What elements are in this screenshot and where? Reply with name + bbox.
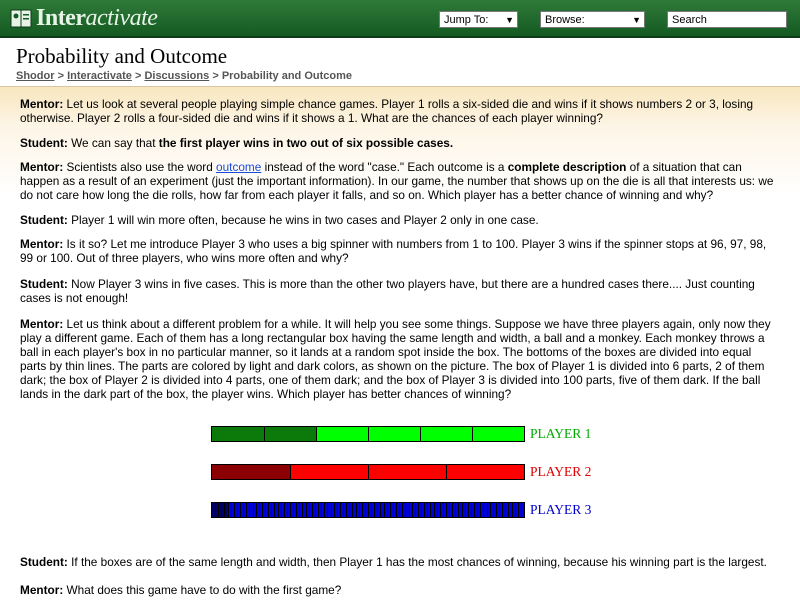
box-divider [268, 503, 269, 517]
dialog-entry: Student: Now Player 3 wins in five cases. This is more than the other two players have, but there are a hundred cases there.... Just counting cases is not enough! [20, 277, 755, 305]
box-divider [518, 503, 519, 517]
box-divider [418, 503, 419, 517]
dialog-entry: Mentor: Is it so? Let me introduce Player 3 who uses a big spinner with numbers from 1 to 100. Player 3 wins if the spinner stops at 96, 97, 98, 99 or 100. Out of three players, who wins more often and why? [20, 237, 767, 265]
box-divider [262, 503, 263, 517]
box-divider [365, 503, 366, 517]
logo[interactable] [10, 4, 157, 32]
breadcrumb: Shodor > Interactivate > Discussions > Probability and Outcome [16, 70, 352, 82]
box-divider [302, 503, 303, 517]
search-input[interactable]: Search [667, 11, 787, 28]
box-divider [271, 503, 272, 517]
player-1-label: PLAYER 1 [530, 426, 592, 441]
player-2-box [211, 464, 525, 480]
box-divider [468, 503, 469, 517]
box-divider [315, 503, 316, 517]
box-divider [393, 503, 394, 517]
box-divider [474, 503, 475, 517]
box-divider [368, 427, 369, 441]
dialog-entry: Student: We can say that the first player wins in two out of six possible cases. [20, 136, 454, 150]
box-divider [371, 503, 372, 517]
box-divider [449, 503, 450, 517]
box-divider [343, 503, 344, 517]
box-divider [515, 503, 516, 517]
box-divider [399, 503, 400, 517]
box-divider [221, 503, 222, 517]
box-divider [264, 427, 265, 441]
box-divider [458, 503, 459, 517]
box-divider [249, 503, 250, 517]
box-divider [253, 503, 254, 517]
dropdown-arrow-icon: ▼ [632, 15, 641, 25]
box-divider [352, 503, 353, 517]
box-divider [368, 465, 369, 479]
box-divider [362, 503, 363, 517]
box-divider [246, 503, 247, 517]
box-divider [265, 503, 266, 517]
box-divider [290, 503, 291, 517]
box-divider [412, 503, 413, 517]
logo-text: Interactivate [36, 4, 158, 31]
box-divider [356, 503, 357, 517]
box-divider [346, 503, 347, 517]
box-divider [443, 503, 444, 517]
box-divider [490, 503, 491, 517]
discussion-content [0, 86, 800, 607]
box-divider [472, 427, 473, 441]
box-divider [402, 503, 403, 517]
box-divider [359, 503, 360, 517]
jump-to-select[interactable]: Jump To: ▼ [439, 11, 518, 28]
box-divider [434, 503, 435, 517]
box-divider [427, 503, 428, 517]
box-divider [218, 503, 219, 517]
box-divider [281, 503, 282, 517]
box-divider [349, 503, 350, 517]
box-divider [231, 503, 232, 517]
box-divider [290, 465, 291, 479]
box-divider [284, 503, 285, 517]
browse-select[interactable]: Browse: ▼ [540, 11, 645, 28]
box-divider [296, 503, 297, 517]
box-divider [228, 503, 229, 517]
box-divider [293, 503, 294, 517]
box-divider [508, 503, 509, 517]
box-divider [493, 503, 494, 517]
box-divider [487, 503, 488, 517]
box-divider [452, 503, 453, 517]
box-divider [477, 503, 478, 517]
box-divider [440, 503, 441, 517]
box-divider [321, 503, 322, 517]
box-divider [334, 503, 335, 517]
box-divider [396, 503, 397, 517]
box-divider [462, 503, 463, 517]
box-divider [234, 503, 235, 517]
box-divider [384, 503, 385, 517]
box-divider [502, 503, 503, 517]
dialog-entry: Mentor: Let us think about a different problem for a while. It will help you see some things. Suppose we have three players again, only now they play a different game. Each of them has a long rectangular box having the same length and width, a ball and a monkey. Each monkey throws a ball in each player's box in no particular manner, so it lands at a random spot inside the box. The bottoms of the boxes are divided into equal parts by thin lines. The parts are colored by light and dark colors, as shown on the picture. The box of Player 1 is divided into 6 parts, 2 of them dark; the box of Player 2 is divided into 4 parts, one of them dark; and the box of Player 3 is divided into 100 parts, five of them dark. If the ball lands in the dark part of the box, the player wins. Which player has better chances of winning? [20, 317, 771, 401]
box-divider [306, 503, 307, 517]
box-divider [483, 503, 484, 517]
box-divider [377, 503, 378, 517]
box-divider [512, 503, 513, 517]
box-divider [496, 503, 497, 517]
box-divider [471, 503, 472, 517]
box-divider [259, 503, 260, 517]
box-divider [499, 503, 500, 517]
page-title: Probability and Outcome [16, 44, 228, 68]
breadcrumb-current: Probability and Outcome [221, 70, 352, 82]
dialog-entry: Student: Player 1 will win more often, because he wins in two cases and Player 2 only in one case. [20, 213, 539, 227]
box-divider [446, 503, 447, 517]
box-divider [331, 503, 332, 517]
box-divider [327, 503, 328, 517]
box-divider [340, 503, 341, 517]
box-divider [374, 503, 375, 517]
box-divider [256, 503, 257, 517]
box-divider [505, 503, 506, 517]
box-divider [243, 503, 244, 517]
box-divider [224, 503, 225, 517]
box-divider [237, 503, 238, 517]
box-divider [240, 503, 241, 517]
box-divider [430, 503, 431, 517]
site-header [0, 0, 800, 38]
box-divider [415, 503, 416, 517]
breadcrumb-shodor[interactable]: Shodor [16, 70, 55, 82]
box-divider [424, 503, 425, 517]
box-divider [278, 503, 279, 517]
box-divider [337, 503, 338, 517]
box-divider [309, 503, 310, 517]
breadcrumb-discussions[interactable]: Discussions [144, 70, 210, 82]
box-divider [380, 503, 381, 517]
dropdown-arrow-icon: ▼ [505, 15, 514, 25]
box-divider [299, 503, 300, 517]
breadcrumb-interactivate[interactable]: Interactivate [67, 70, 132, 82]
box-divider [420, 427, 421, 441]
player-3-box [211, 502, 525, 518]
book-icon [10, 7, 32, 29]
player-2-label: PLAYER 2 [530, 464, 592, 479]
box-divider [446, 465, 447, 479]
dialog-entry: Mentor: Scientists also use the word outcome instead of the word "case." Each outcome is a complete description of a situation that can happen as a result of an experiment (just the important information). In our game, the number that shows up on the die is all that interests us: we do not care how long the die rolls, how far from each player it falls, and so on. Which player has a better chance of winning and why? [20, 160, 774, 202]
dialog-entry: Student: If the boxes are of the same length and width, then Player 1 has the most chances of winning, because his winning part is the largest. [20, 555, 767, 569]
box-divider [455, 503, 456, 517]
box-divider [521, 503, 522, 517]
box-divider [324, 503, 325, 517]
box-divider [405, 503, 406, 517]
box-divider [318, 503, 319, 517]
player-1-box [211, 426, 525, 442]
box-divider [215, 503, 216, 517]
box-divider [387, 503, 388, 517]
box-divider [316, 427, 317, 441]
box-divider [465, 503, 466, 517]
player-3-label: PLAYER 3 [530, 502, 592, 517]
box-divider [312, 503, 313, 517]
box-divider [287, 503, 288, 517]
box-divider [409, 503, 410, 517]
box-divider [368, 503, 369, 517]
dialog-entry: Mentor: What does this game have to do with the first game? [20, 583, 342, 597]
dialog-entry: Mentor: Let us look at several people playing simple chance games. Player 1 rolls a six-sided die and wins if it shows numbers 2 or 3, losing otherwise. Player 2 rolls a four-sided die and wins if it shows a 1. What are the chances of each player winning? [20, 97, 754, 125]
box-divider [437, 503, 438, 517]
outcome-link[interactable]: outcome [216, 160, 262, 174]
box-divider [390, 503, 391, 517]
box-divider [274, 503, 275, 517]
box-divider [421, 503, 422, 517]
box-divider [480, 503, 481, 517]
